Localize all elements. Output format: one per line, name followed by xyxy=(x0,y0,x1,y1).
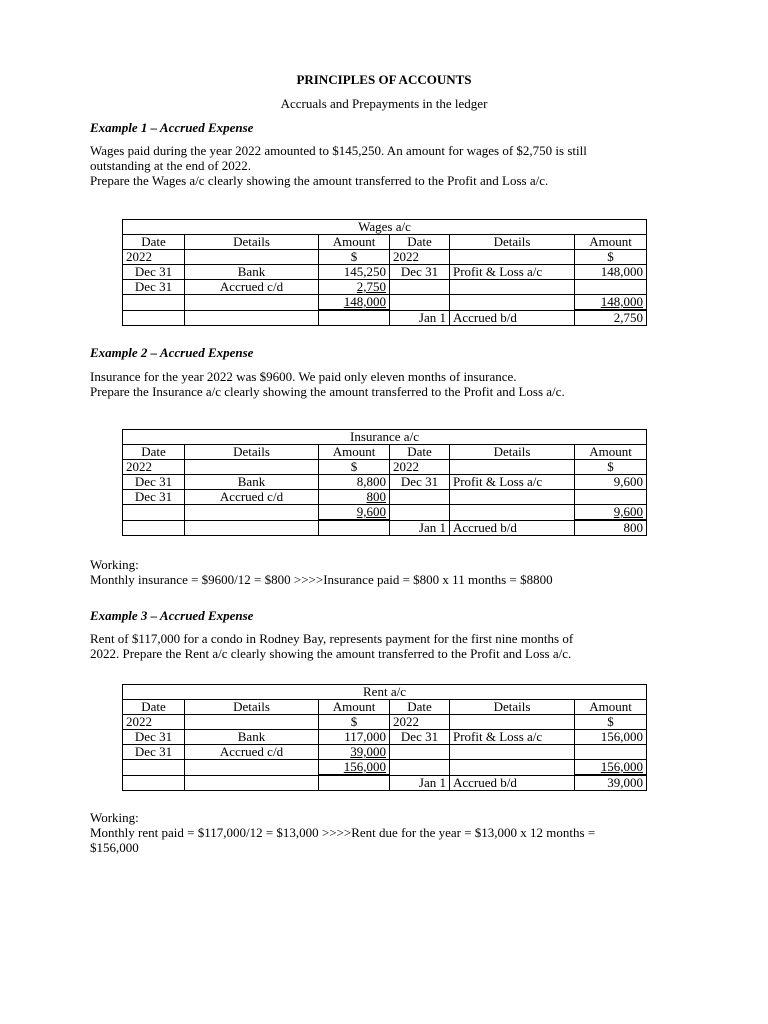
ledger-cell-date xyxy=(390,505,450,521)
ledger-cell-date xyxy=(123,760,185,776)
rent-ledger-table xyxy=(122,684,647,791)
ledger-cell-details: Accrued b/d xyxy=(450,310,575,326)
ledger-cell-amount: $ xyxy=(319,460,390,475)
ledger-cell-amount xyxy=(575,490,647,505)
ledger-cell-date xyxy=(390,745,450,760)
ledger-cell-date: Dec 31 xyxy=(390,475,450,490)
example-3-heading: Example 3 – Accrued Expense xyxy=(90,608,254,623)
ledger-cell-date: Dec 31 xyxy=(123,475,185,490)
ledger-cell-date xyxy=(390,490,450,505)
ledger-row xyxy=(123,310,647,326)
working-label: Working: xyxy=(90,810,139,825)
ledger-row xyxy=(123,295,647,311)
ledger-row xyxy=(123,520,647,536)
ledger-row xyxy=(123,490,647,505)
column-header-details: Details xyxy=(450,235,575,250)
ledger-cell-date xyxy=(123,520,185,536)
ledger-row xyxy=(123,505,647,521)
ledger-cell-date: Jan 1 xyxy=(390,310,450,326)
page-subtitle: Accruals and Prepayments in the ledger xyxy=(280,96,488,111)
example-1-question xyxy=(90,143,690,188)
ledger-cell-details: Profit & Loss a/c xyxy=(450,475,575,490)
ledger-cell-details: Accrued c/d xyxy=(185,490,319,505)
ledger-cell-amount xyxy=(319,775,390,791)
ledger-account-name: Wages a/c xyxy=(123,220,647,235)
ledger-cell-details xyxy=(450,745,575,760)
example-1-heading: Example 1 – Accrued Expense xyxy=(90,120,254,135)
column-header-date: Date xyxy=(123,235,185,250)
column-header-details: Details xyxy=(185,235,319,250)
ledger-cell-date: 2022 xyxy=(390,250,450,265)
ledger-cell-amount: 8,800 xyxy=(319,475,390,490)
ledger-cell-amount: 156,000 xyxy=(575,730,647,745)
column-header-amount: Amount xyxy=(575,445,647,460)
working-line: $156,000 xyxy=(90,840,139,855)
column-header-details: Details xyxy=(185,445,319,460)
ledger-cell-date: Dec 31 xyxy=(123,265,185,280)
ledger-cell-date: 2022 xyxy=(390,715,450,730)
ledger-cell-details: Profit & Loss a/c xyxy=(450,265,575,280)
column-header-amount: Amount xyxy=(575,235,647,250)
question-line: Wages paid during the year 2022 amounted to $145,250. An amount for wages of $2,750 is still xyxy=(90,143,587,158)
ledger-cell-details xyxy=(185,775,319,791)
ledger-cell-amount: 156,000 xyxy=(575,760,647,776)
ledger-cell-amount: 148,000 xyxy=(319,295,390,311)
ledger-cell-amount: 145,250 xyxy=(319,265,390,280)
ledger-cell-details xyxy=(450,505,575,521)
ledger-cell-amount: 800 xyxy=(575,520,647,536)
ledger-cell-date xyxy=(123,295,185,311)
ledger-header-row xyxy=(123,235,647,250)
ledger-cell-amount xyxy=(575,745,647,760)
column-header-amount: Amount xyxy=(575,700,647,715)
ledger-cell-date xyxy=(390,280,450,295)
working-line: Monthly insurance = $9600/12 = $800 >>>>Insurance paid = $800 x 11 months = $8800 xyxy=(90,572,553,587)
example-3-working xyxy=(90,810,690,855)
ledger-cell-amount: $ xyxy=(575,715,647,730)
ledger-cell-amount: $ xyxy=(575,250,647,265)
ledger-row xyxy=(123,475,647,490)
column-header-details: Details xyxy=(450,700,575,715)
ledger-account-name: Rent a/c xyxy=(123,685,647,700)
ledger-cell-date: Dec 31 xyxy=(123,745,185,760)
working-line: Monthly rent paid = $117,000/12 = $13,000 >>>>Rent due for the year = $13,000 x 12 months = xyxy=(90,825,596,840)
ledger-cell-date xyxy=(390,295,450,311)
ledger-cell-details: Accrued b/d xyxy=(450,775,575,791)
column-header-date: Date xyxy=(390,445,450,460)
example-2-working xyxy=(90,557,690,587)
ledger-cell-date xyxy=(123,310,185,326)
ledger-cell-amount: 148,000 xyxy=(575,265,647,280)
question-line: outstanding at the end of 2022. xyxy=(90,158,252,173)
ledger-row xyxy=(123,250,647,265)
ledger-cell-details xyxy=(450,280,575,295)
ledger-cell-date: Dec 31 xyxy=(123,490,185,505)
ledger-cell-date: Dec 31 xyxy=(390,730,450,745)
wages-ledger-table xyxy=(122,219,647,326)
ledger-cell-details: Bank xyxy=(185,475,319,490)
column-header-amount: Amount xyxy=(319,445,390,460)
ledger-row xyxy=(123,280,647,295)
example-3-question xyxy=(90,631,690,661)
ledger-cell-amount: 156,000 xyxy=(319,760,390,776)
ledger-row xyxy=(123,460,647,475)
ledger-cell-amount: $ xyxy=(575,460,647,475)
column-header-amount: Amount xyxy=(319,700,390,715)
ledger-cell-details xyxy=(450,715,575,730)
column-header-date: Date xyxy=(390,235,450,250)
column-header-date: Date xyxy=(123,700,185,715)
ledger-cell-date: Dec 31 xyxy=(123,730,185,745)
ledger-cell-details xyxy=(450,460,575,475)
ledger-cell-details: Bank xyxy=(185,265,319,280)
page-title: PRINCIPLES OF ACCOUNTS xyxy=(296,72,472,87)
ledger-cell-date: 2022 xyxy=(390,460,450,475)
ledger-cell-details xyxy=(450,760,575,776)
ledger-cell-details xyxy=(185,460,319,475)
ledger-cell-date: Jan 1 xyxy=(390,520,450,536)
ledger-cell-details xyxy=(185,295,319,311)
question-line: Rent of $117,000 for a condo in Rodney Bay, represents payment for the first nine months of xyxy=(90,631,574,646)
ledger-cell-date xyxy=(123,505,185,521)
ledger-cell-amount xyxy=(575,280,647,295)
column-header-details: Details xyxy=(450,445,575,460)
ledger-cell-date xyxy=(123,775,185,791)
ledger-row xyxy=(123,730,647,745)
ledger-cell-details: Profit & Loss a/c xyxy=(450,730,575,745)
ledger-row xyxy=(123,760,647,776)
question-line: Prepare the Wages a/c clearly showing the amount transferred to the Profit and Loss a/c. xyxy=(90,173,549,188)
column-header-date: Date xyxy=(123,445,185,460)
ledger-cell-amount xyxy=(319,520,390,536)
ledger-cell-amount: 2,750 xyxy=(575,310,647,326)
ledger-cell-details xyxy=(185,760,319,776)
ledger-header-row xyxy=(123,445,647,460)
ledger-cell-details xyxy=(185,250,319,265)
ledger-row xyxy=(123,715,647,730)
ledger-cell-details: Accrued b/d xyxy=(450,520,575,536)
question-line: 2022. Prepare the Rent a/c clearly showing the amount transferred to the Profit and Loss a/c. xyxy=(90,646,572,661)
ledger-cell-amount: 9,600 xyxy=(575,505,647,521)
ledger-row xyxy=(123,745,647,760)
ledger-cell-amount: $ xyxy=(319,715,390,730)
question-line: Prepare the Insurance a/c clearly showing the amount transferred to the Profit and Loss a/c. xyxy=(90,384,565,399)
ledger-cell-amount: $ xyxy=(319,250,390,265)
column-header-date: Date xyxy=(390,700,450,715)
question-line: Insurance for the year 2022 was $9600. We paid only eleven months of insurance. xyxy=(90,369,517,384)
ledger-cell-details xyxy=(185,310,319,326)
ledger-cell-amount: 800 xyxy=(319,490,390,505)
ledger-cell-amount: 39,000 xyxy=(575,775,647,791)
ledger-cell-details xyxy=(185,505,319,521)
ledger-cell-details: Accrued c/d xyxy=(185,745,319,760)
example-2-heading: Example 2 – Accrued Expense xyxy=(90,345,254,360)
example-2-question xyxy=(90,369,690,399)
ledger-cell-amount: 117,000 xyxy=(319,730,390,745)
ledger-cell-details: Bank xyxy=(185,730,319,745)
ledger-cell-details xyxy=(450,250,575,265)
ledger-header-row xyxy=(123,700,647,715)
ledger-cell-details xyxy=(450,490,575,505)
ledger-cell-details xyxy=(185,715,319,730)
insurance-ledger-table xyxy=(122,429,647,536)
ledger-cell-amount: 9,600 xyxy=(575,475,647,490)
ledger-cell-details xyxy=(185,520,319,536)
ledger-cell-date: Dec 31 xyxy=(390,265,450,280)
ledger-cell-date: Jan 1 xyxy=(390,775,450,791)
ledger-cell-date: 2022 xyxy=(123,460,185,475)
column-header-details: Details xyxy=(185,700,319,715)
ledger-cell-date: 2022 xyxy=(123,250,185,265)
ledger-cell-date: Dec 31 xyxy=(123,280,185,295)
ledger-cell-details: Accrued c/d xyxy=(185,280,319,295)
ledger-cell-amount: 2,750 xyxy=(319,280,390,295)
ledger-cell-date: 2022 xyxy=(123,715,185,730)
ledger-row xyxy=(123,265,647,280)
ledger-cell-date xyxy=(390,760,450,776)
ledger-cell-amount: 148,000 xyxy=(575,295,647,311)
ledger-cell-details xyxy=(450,295,575,311)
ledger-cell-amount: 39,000 xyxy=(319,745,390,760)
ledger-row xyxy=(123,775,647,791)
ledger-cell-amount xyxy=(319,310,390,326)
working-label: Working: xyxy=(90,557,139,572)
ledger-account-name: Insurance a/c xyxy=(123,430,647,445)
column-header-amount: Amount xyxy=(319,235,390,250)
ledger-cell-amount: 9,600 xyxy=(319,505,390,521)
